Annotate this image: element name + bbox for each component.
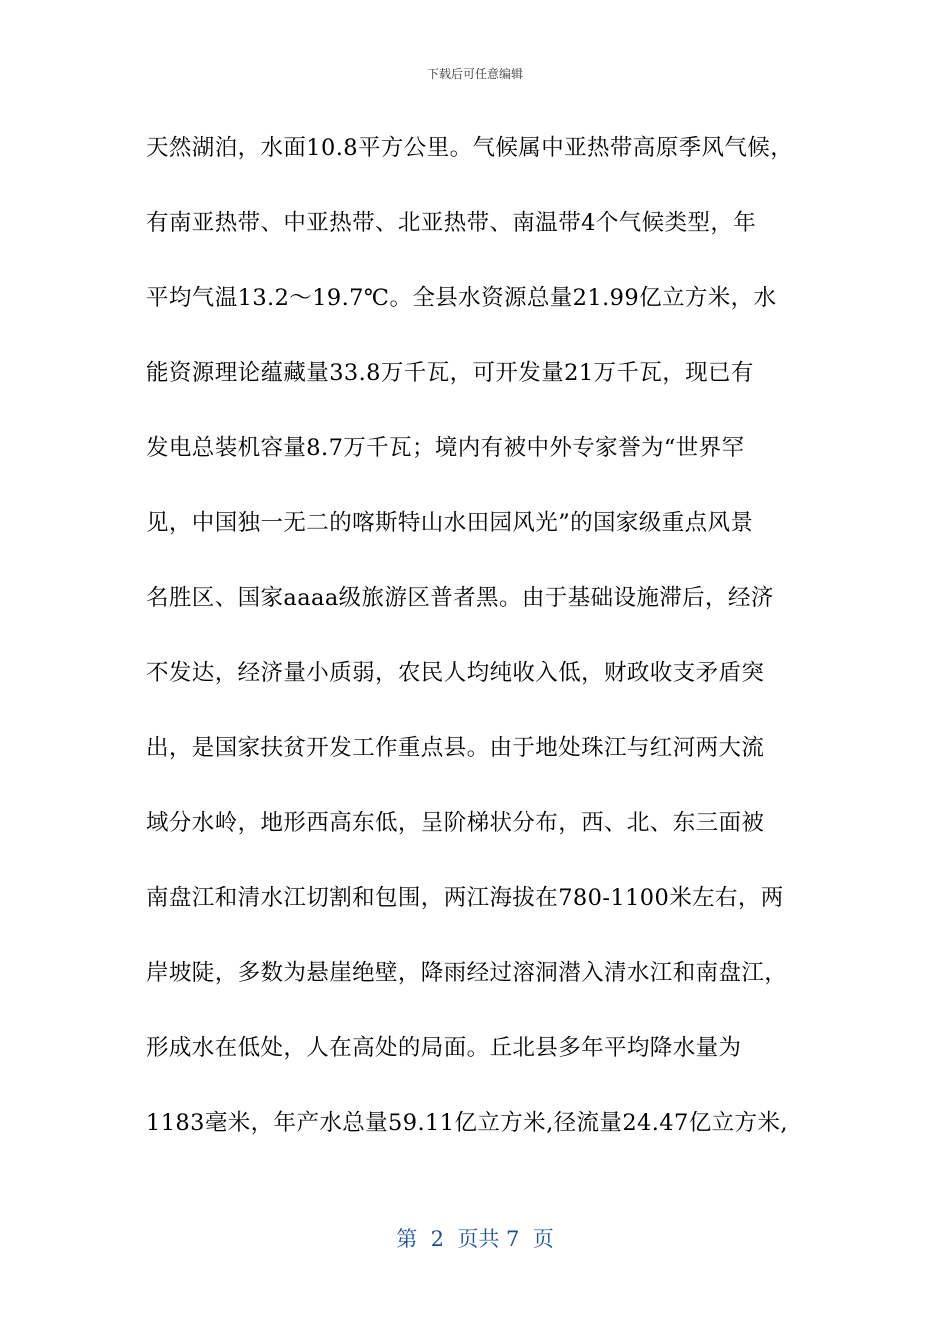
page-number-footer: 第 2 页共 7 页 <box>396 1227 554 1251</box>
text-line: 形成水在低处，人在高处的局面。丘北县多年平均降水量为 <box>146 1035 742 1061</box>
text-line: 出，是国家扶贫开发工作重点县。由于地处珠江与红河两大流 <box>146 735 765 761</box>
text-line: 1183毫米，年产水总量59.11亿立方米,径流量24.47亿立方米, <box>146 1110 788 1136</box>
header-note: 下载后可任意编辑 <box>426 67 523 81</box>
text-line: 不发达，经济量小质弱，农民人均纯收入低，财政收支矛盾突 <box>146 660 765 686</box>
text-line: 岸坡陡，多数为悬崖绝壁，降雨经过溶洞潜入清水江和南盘江， <box>146 960 788 986</box>
text-line: 能资源理论蕴藏量33.8万千瓦，可开发量21万千瓦，现已有 <box>146 360 754 386</box>
text-line: 南盘江和清水江切割和包围，两江海拔在780-1100米左右，两 <box>146 885 784 911</box>
text-line: 名胜区、国家aaaa级旅游区普者黑。由于基础设施滞后，经济 <box>146 585 774 611</box>
text-line: 发电总装机容量8.7万千瓦；境内有被中外专家誉为“世界罕 <box>146 435 745 461</box>
text-line: 域分水岭，地形西高东低，呈阶梯状分布，西、北、东三面被 <box>146 810 765 836</box>
text-line: 有南亚热带、中亚热带、北亚热带、南温带4个气候类型，年 <box>146 210 757 236</box>
text-line: 天然湖泊，水面10.8平方公里。气候属中亚热带高原季风气候， <box>146 135 794 161</box>
text-line: 平均气温13.2～19.7℃。全县水资源总量21.99亿立方米，水 <box>146 285 777 311</box>
text-line: 见，中国独一无二的喀斯特山水田园风光”的国家级重点风景 <box>146 510 754 536</box>
body-paragraph <box>146 128 826 1178</box>
